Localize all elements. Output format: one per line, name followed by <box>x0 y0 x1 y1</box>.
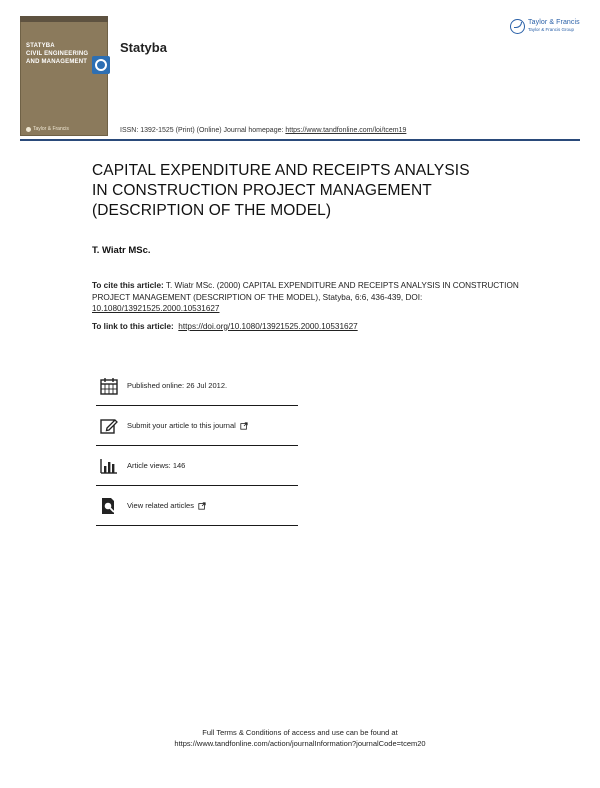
publisher-logo-group: Taylor & Francis Group <box>528 27 575 32</box>
footer-terms-link[interactable]: https://www.tandfonline.com/action/journalInformation?journalCode=tcem20 <box>174 738 426 748</box>
cite-paragraph <box>92 280 532 315</box>
publisher-logo-icon <box>510 19 525 34</box>
article-author: T. Wiatr MSc. <box>92 245 151 256</box>
cover-publisher-text: Taylor & Francis <box>33 126 69 132</box>
cover-publisher-icon <box>26 127 31 132</box>
article-views-text: Article views: 146 <box>127 461 186 470</box>
related-articles-item[interactable] <box>96 486 298 526</box>
related-articles-text: View related articles <box>127 501 194 510</box>
submit-article-text: Submit your article to this journal <box>127 421 236 430</box>
submit-article-item[interactable] <box>96 406 298 446</box>
search-document-icon <box>99 497 119 515</box>
article-title-line: IN CONSTRUCTION PROJECT MANAGEMENT <box>92 182 432 199</box>
article-title <box>92 161 562 221</box>
cite-label: To cite this article: <box>92 281 164 290</box>
cover-publisher <box>26 126 69 132</box>
article-doi-link[interactable]: https://doi.org/10.1080/13921525.2000.10531627 <box>178 321 358 331</box>
article-title-line: (DESCRIPTION OF THE MODEL) <box>92 202 332 219</box>
issn-text: ISSN: 1392-1525 (Print) (Online) Journal homepage: <box>120 127 286 134</box>
journal-cover-image <box>20 16 108 136</box>
article-title-line: CAPITAL EXPENDITURE AND RECEIPTS ANALYSIS <box>92 162 470 179</box>
cover-badge-icon <box>92 56 110 74</box>
bar-chart-icon <box>99 457 119 475</box>
publisher-logo <box>510 15 588 37</box>
footer-line: Full Terms & Conditions of access and use can be found at <box>202 728 398 737</box>
cite-doi-link[interactable]: 10.1080/13921525.2000.10531627 <box>92 304 220 313</box>
cover-title-line: STATYBA <box>26 43 55 49</box>
published-online-text: Published online: 26 Jul 2012. <box>127 381 228 390</box>
journal-name: Statyba <box>120 40 167 55</box>
external-link-icon <box>198 502 206 510</box>
external-link-icon <box>240 422 248 430</box>
cover-title <box>26 42 90 66</box>
link-label: To link to this article: <box>92 321 174 331</box>
citation-block <box>92 280 532 332</box>
article-views-item <box>96 446 298 486</box>
cite-text: T. Wiatr MSc. (2000) CAPITAL EXPENDITURE AND RECEIPTS ANALYSIS IN CONSTRUCTION PROJECT MANAGEMENT (DESCRIPTION OF THE MODEL), Statyba, 6:6, 436-439, DOI: <box>92 281 519 302</box>
article-info-list <box>96 366 298 526</box>
journal-homepage-link[interactable]: https://www.tandfonline.com/loi/tcem19 <box>285 127 407 134</box>
issn-line <box>120 127 406 134</box>
header-divider <box>20 139 580 141</box>
cover-title-line: CIVIL ENGINEERING <box>26 51 89 57</box>
edit-icon <box>99 417 119 435</box>
publisher-logo-name: Taylor & Francis <box>528 19 580 26</box>
calendar-icon <box>99 377 119 395</box>
cover-title-line: AND MANAGEMENT <box>26 59 88 65</box>
link-paragraph <box>92 321 532 333</box>
published-online-item <box>96 366 298 406</box>
cover-top-band <box>20 16 108 22</box>
terms-footer <box>0 728 600 749</box>
